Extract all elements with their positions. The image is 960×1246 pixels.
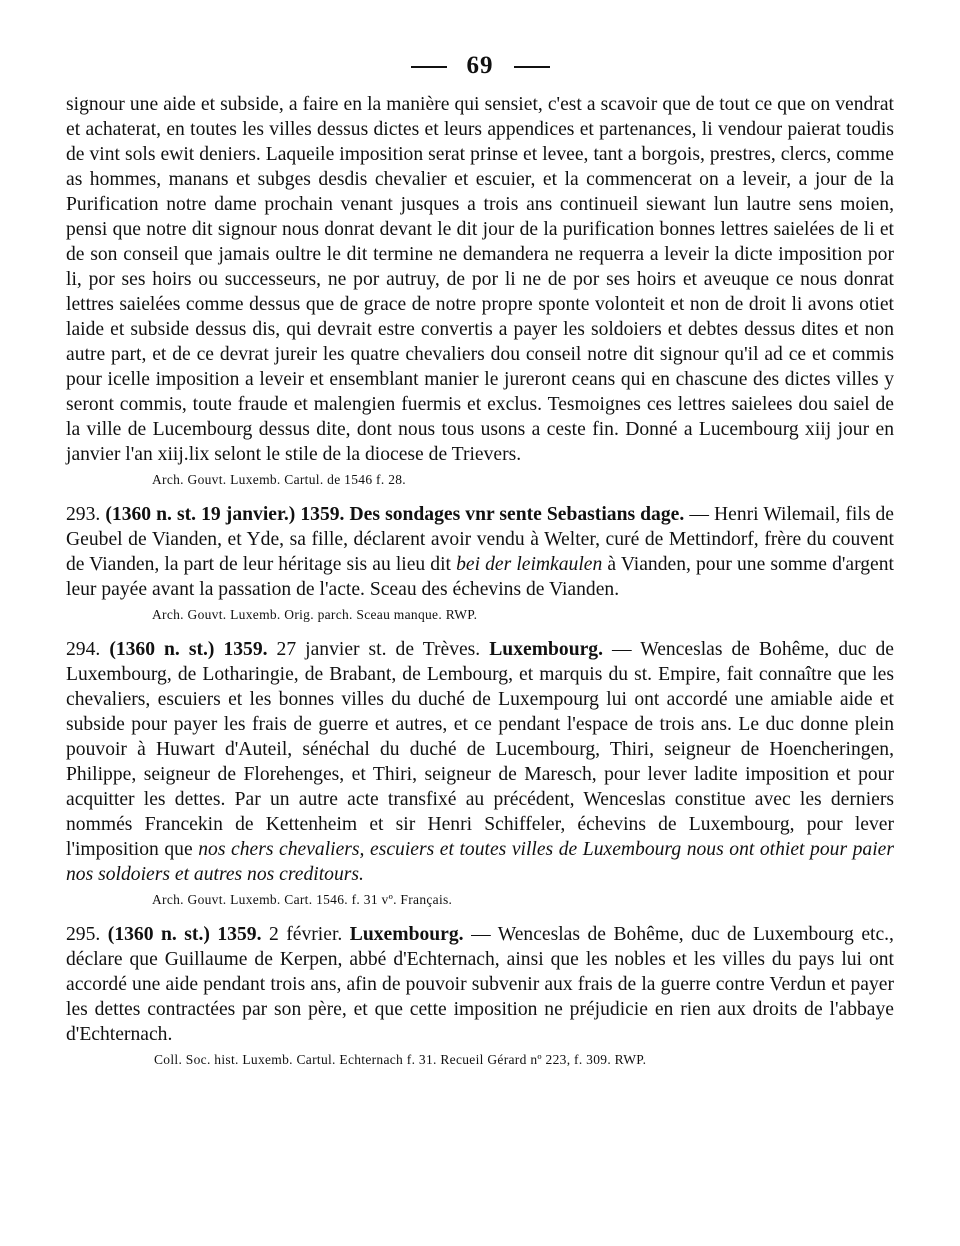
page-header [0,52,960,80]
entry-date: (1360 n. st. 19 janvier.) [105,504,296,525]
entry-293 [66,502,894,625]
entry-italic-place: bei der leimkaulen [456,554,603,575]
header-dash-left [411,66,447,68]
entry-reference: Arch. Gouvt. Luxemb. Cart. 1546. f. 31 vº. Français. [152,892,453,907]
continuation-reference: Arch. Gouvt. Luxemb. Cartul. de 1546 f. 28. [152,472,406,487]
entry-text: — Henri Wilemail, fils de Geubel de Vianden, et Yde, sa fille, déclarent avoir vendu à Welter, curé de Mettindorf, frère du couvent de Vianden, la part de leur héritage sis au lieu dit [66,504,895,575]
entry-number: 293. [66,504,101,525]
entry-reference: Coll. Soc. hist. Luxemb. Cartul. Echternach f. 31. Recueil Gérard nº 223, f. 309. RWP. [154,1052,647,1067]
entry-text: — Wenceslas de Bohême, duc de Luxembourg etc., déclare que Guillaume de Kerpen, abbé d'Echternach, ainsi que les nobles et les villes du pays lui ont accordé une aide pendant trois ans, afin de pouvoir subvenir aux frais de la guerre contre Verdun et payer les dettes contractées par son père, et que cette imposition ne préjudicie en rien aux droits de l'abbaye d'Echternach. [66,924,894,1045]
entry-year: 1359. [223,639,268,660]
entry-295 [66,922,894,1070]
continuation-paragraph: signour une aide et subside, a faire en la manière qui sensiet, c'est a scavoir que de tout ce que on vendrat et achaterat, en toutes les villes dessus dictes et leurs appendices et partenances, li vendour paierat toudis de vint sols ewit deniers. Laqueile imposition serat prinse et levee, tant a borgois, prestres, clercs, comme as hommes, manans et subges desdis chevalier et escuier, et la commencerat on a leveir, a jour de la Purification notre dame prochain venant jusques a trois ans continueil siewant lun lautre sens moien, pensi que notre dit signour nous donrat devant le dit jour de la purification bonnes lettres saielées de li et de son conseil que jamais oultre le dit termine ne demandera ne requerra a leveir la dicte imposition por li, por ses hoirs ou successeurs, ne por autruy, de por li ne de por ses hoirs et aveuque ce nous donrat lettres saielées comme dessus que de grace de notre propre sponte volonteit et non de droit li avons otiet laide et subside dessus dis, qui devrait estre convertis a payer les soldoiers et debtes dessus dites et non autre part, et de ce devrat jureir les quatre chevaliers dou conseil notre dit signour qu'il ad ce et commis pour icelle imposition a leveir et ensemblant manier le jureront ceans qui en chascune des dictes villes y seront commis, toute fraude et malengien fuermis et exclus. Tesmoignes ces lettres saielees dou saiel de la ville de Lucembourg dessus dite, dont nous tous usons a ceste fin. Donné a Lucembourg xiij jour en janvier l'an xiij.lix selont le stile de la diocese de Trievers. [66,94,894,465]
body-text [66,92,894,1070]
entry-paragraph [66,637,894,887]
entry-294 [66,637,894,910]
entry-title: Luxembourg. [489,639,603,660]
entry-date-secondary: 27 janvier st. de Trèves. [276,639,481,660]
continuation-entry [66,92,894,490]
entry-date: (1360 n. st.) [107,924,210,945]
header-dash-right [514,66,550,68]
entry-year: 1359. [300,504,345,525]
entry-date-secondary: 2 février. [268,924,343,945]
page-number: 69 [466,52,494,79]
entry-number: 295. [66,924,101,945]
entry-title: Luxembourg. [349,924,464,945]
entry-paragraph [66,502,894,602]
entry-text-continued: à Vianden, pour une somme d'argent leur payée avant la passation de l'acte. Sceau des échevins de Vianden. [66,554,894,600]
entry-paragraph [66,922,894,1047]
entry-number: 294. [66,639,101,660]
entry-title: Des sondages vnr sente Sebastians dage. [349,504,685,525]
entry-italic-quote: nos chers chevaliers, escuiers et toutes villes de Luxembourg nous ont othiet pour paier nos soldoiers et autres nos creditours. [66,839,894,885]
entry-reference: Arch. Gouvt. Luxemb. Orig. parch. Sceau manque. RWP. [152,607,478,622]
entry-date: (1360 n. st.) [109,639,215,660]
entry-text: — Wenceslas de Bohême, duc de Luxembourg, de Lotharingie, de Brabant, de Lembourg, et marquis du st. Empire, fait connaître que les chevaliers, escuiers et les bonnes villes du duché de Luxempourg lui ont accordé une amiable aide et subside pour payer les frais de guerre et autres, et ce pendant l'espace de trois ans. Le duc donne plein pouvoir à Huwart d'Auteil, sénéchal du duché de Lucembourg, Thiri, seigneur de Hoencheringen, Philippe, seigneur de Florehenges, et Thiri, seigneur de Maresch, pour lever ladite imposition et pour acquitter les dettes. Par un autre acte transfixé au précédent, Wenceslas constitue avec les derniers nommés Francekin de Kettenheim et sir Henri Schiffeler, échevins de Luxembourg, pour lever l'imposition que [66,639,894,860]
entry-year: 1359. [217,924,262,945]
